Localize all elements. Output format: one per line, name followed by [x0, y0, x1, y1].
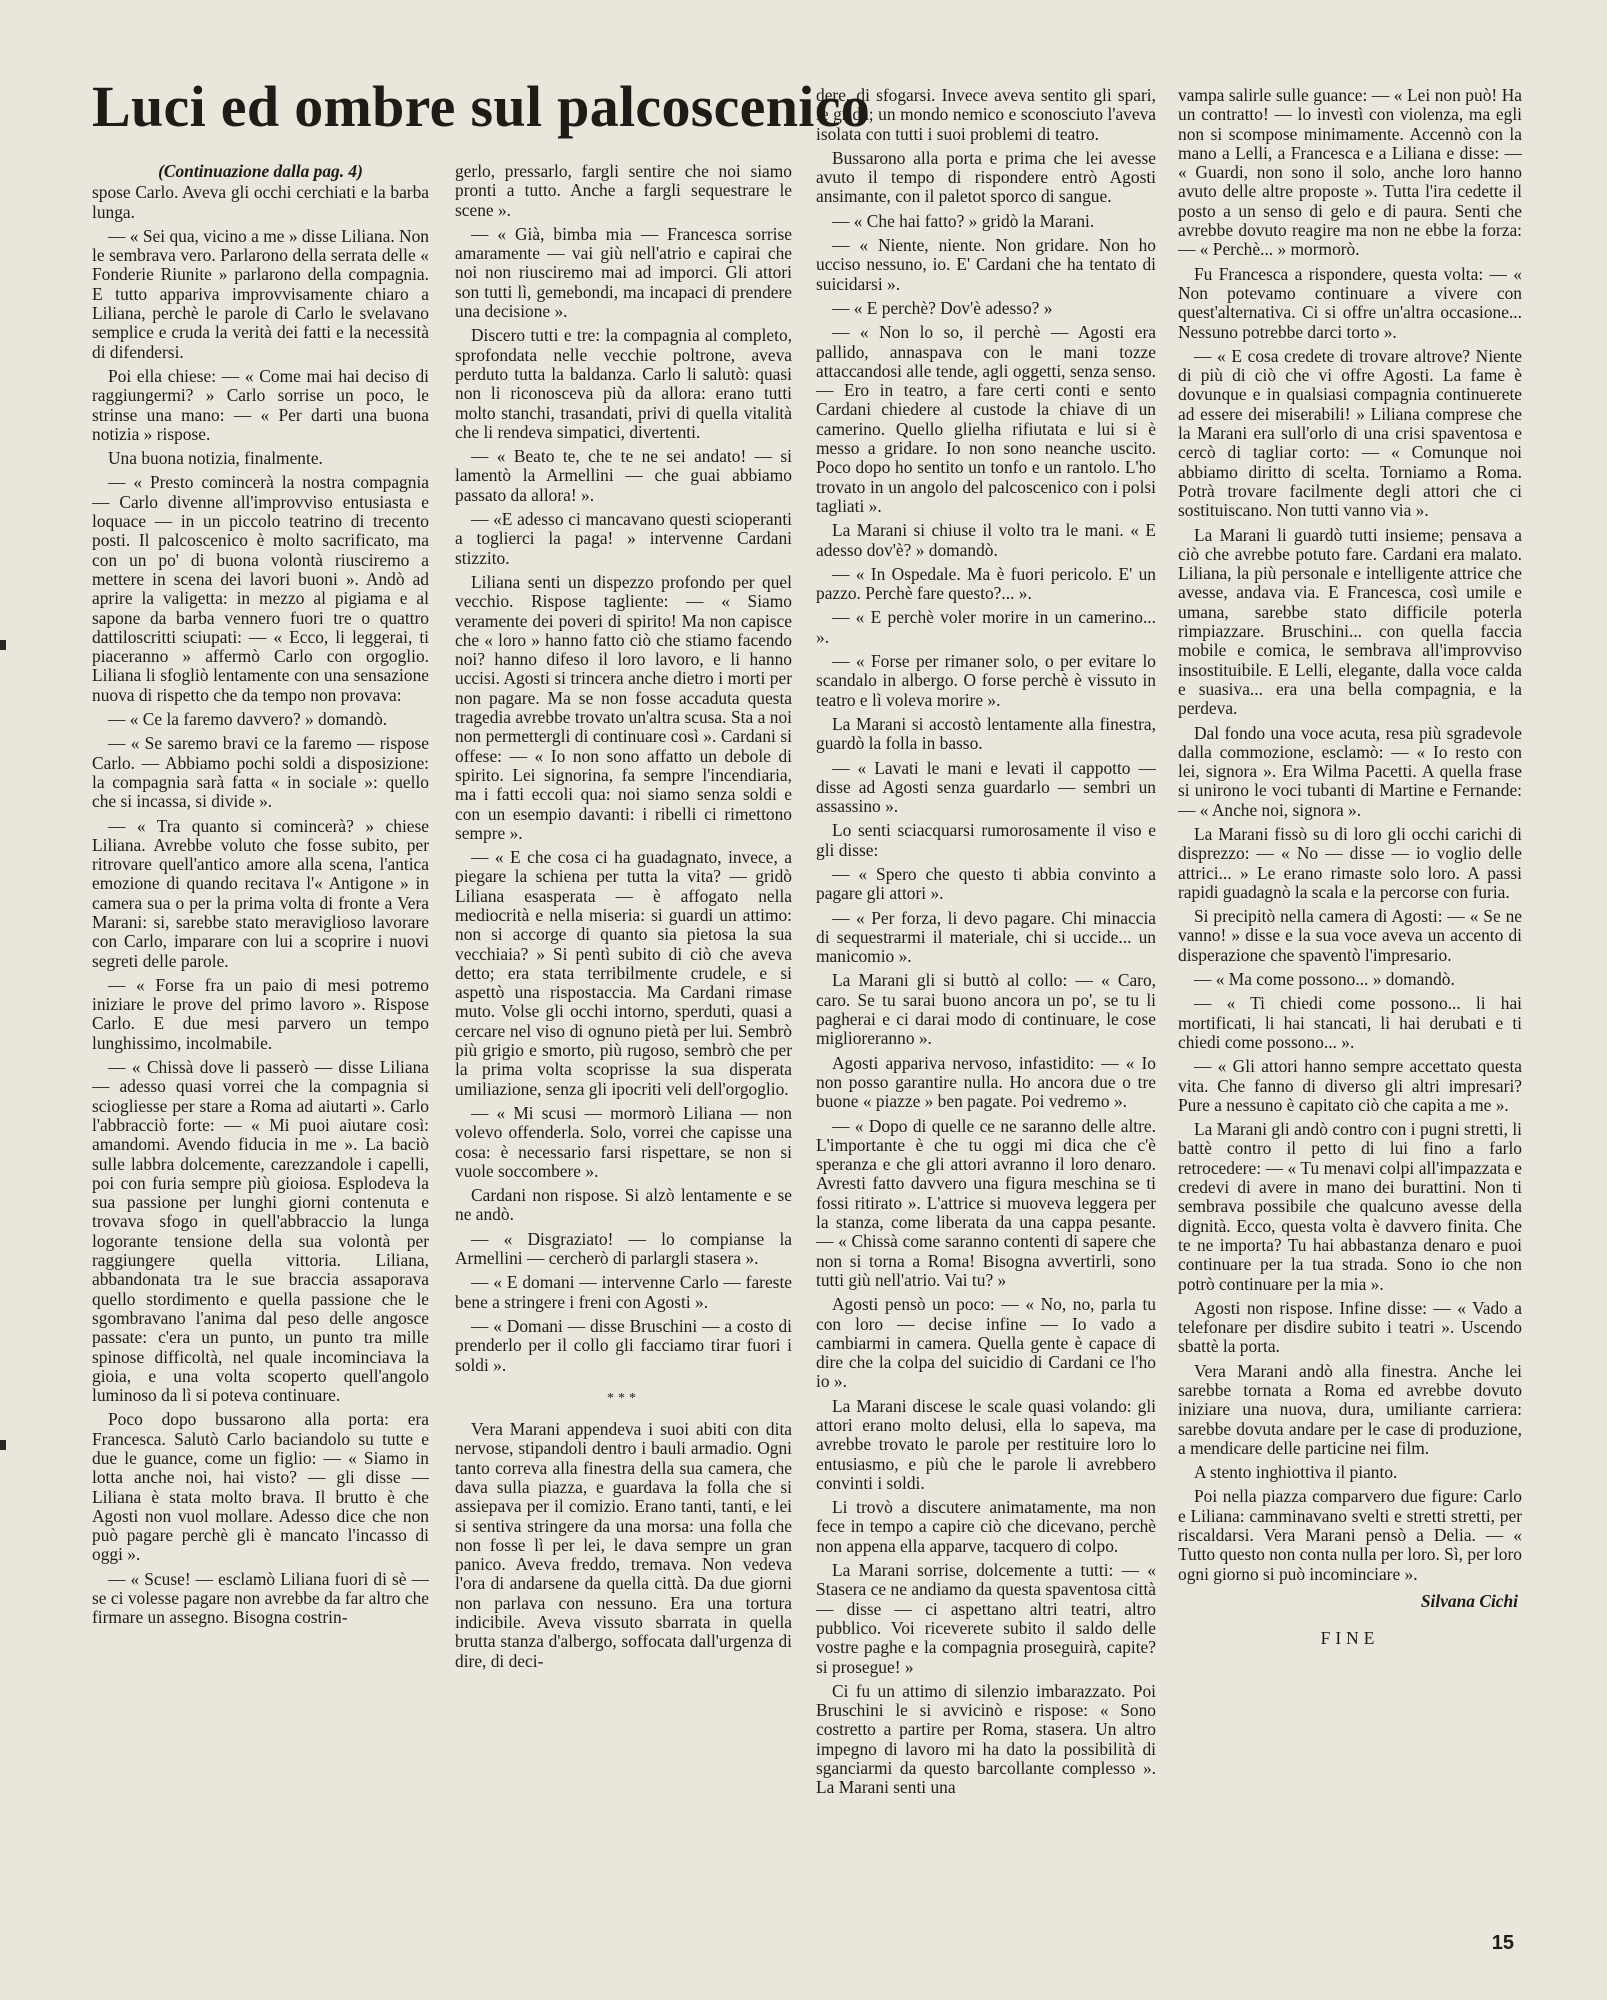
article-column-1 [92, 162, 429, 1952]
paragraph: — « Forse per rimaner solo, o per evitare lo scandalo in albergo. O forse perchè è vissuto in teatro e lì voleva morire ». [816, 651, 1156, 710]
paragraph: La Marani discese le scale quasi volando: gli attori erano molto delusi, ella lo sapeva, ma avrebbe trovato le parole per restituire loro lo entusiasmo, e più che le parole li avrebbero convinti i soldi. [816, 1395, 1156, 1493]
paragraph: — « Sei qua, vicino a me » disse Liliana. Non le sembrava vero. Parlarono della serrata delle « Fonderie Riunite » parlarono della compagnia. E tutto appariva improvvisamente chiaro a Liliana, perchè le parole di Carlo le svelavano semplice e cruda la verità dei fatti e la necessità di difendersi. [92, 225, 429, 362]
paragraph: Liliana senti un dispezzo profondo per quel vecchio. Rispose taglientе: — « Siamo veramente dei poveri di spirito! Ma non capisce che « loro » hanno fatto ciò che stiamo facendo noi? hanno difeso il loro lavoro, e li hanno uccisi. Agosti si trincera anche dietro i morti per non pagare. Ma se non fosse accaduta questa tragedia avrebbe trovato un'altra scusa. Sta a noi non permettergli di continuare così ». Cardani si offese: — « Io non sono affatto un debole di spirito. Lei signorina, fa sempre l'incendiaria, ma i fatti eccoli qua: noi siamo senza soldi e con un esempio davanti: i ribelli ci rimettono sempre ». [455, 571, 792, 843]
paragraph: vampa salirle sulle guance: — « Lei non può! Ha un contratto! — lo investì con violenza, ma egli non si scompose minimamente. Accennò con la mano a Lelli, a Francesca e a Liliana e disse: — « Guardi, non sono il solo, anche loro hanno avuto delle altre proposte ». Tutta l'ira cedette il posto a un senso di gelo e di paura. Senti che avrebbe dovuto reagire ma non ne ebbe la forza: — « Perchè... » mormorò. [1178, 86, 1522, 260]
paragraph: — « Per forza, li devo pagare. Chi minaccia di sequestrarmi il materiale, chi si uccide... un manicomio ». [816, 907, 1156, 967]
paragraph: — « Non lo so, il perchè — Agosti era pallido, annaspava con le mani tozze attaccandosi alle tende, agli oggetti, senza senso. — Ero in teatro, a fare certi conti e sento Cardani chiedere al custode la chiave di un camerino. Quello glielha rifiutata e lui si è messo a gridare. Io non sono neanche uscito. Poco dopo ho sentito un tonfo e un rantolo. L'ho trovato in un angolo del palcoscenico con i polsi tagliati ». [816, 322, 1156, 516]
section-separator: *** [607, 1390, 640, 1406]
page-number: 15 [1491, 1932, 1514, 1954]
paragraph: Dal fondo una voce acuta, resa più sgradevole dalla commozione, esclamò: — « Io resto con lei, signora ». Era Wilma Pacetti. A quella frase si unirono le voci tubanti di Martine e Fernande: — « Anche noi, signora ». [1178, 722, 1522, 820]
article-column-3 [816, 86, 1156, 1946]
paragraph: A stento inghiottiva il pianto. [1194, 1462, 1398, 1483]
paragraph: Discero tutti e tre: la compagnia al completo, sprofondata nelle vecchie poltrone, aveva perduto tutta la baldanza. Carlo li salutò: quasi non li riconosceva più da allora: erano tutti molto stanchi, trasandati, privi di quella vitalità che li rendeva simpatici, divertenti. [455, 325, 792, 442]
paragraph: La Marani si chiuse il volto tra le mani. « E adesso dov'è? » domandò. [816, 520, 1156, 560]
binding-mark [0, 1440, 6, 1450]
paragraph: — « Tra quanto si comincerà? » chiese Liliana. Avrebbe voluto che fosse subito, per ritrovare quell'antico amore alla scena, l'antica emozione di quando recitava l'« Antigone » in camera sua o per la prima volta di fronte a Vera Marani: si, sarebbe stato meraviglioso lavorare con Carlo, imparare con lui a scoprire i nuovi segreti delle parole. [92, 815, 429, 971]
paragraph: — « Dopo di quelle ce ne saranno delle altre. L'importante è che tu oggi mi dica che c'è speranza e che gli attori avranno il loro denaro. Avresti fatto davvero una figura meschina se ti fossi ritirato ». L'attrice si muoveva leggera per la stanza, come liberata da una cappa pesante. — « Chissà come saranno contenti di sapere che non si torna a Roma! Bisogna avvertirli, sono tutti giù nell'atrio. Vai tu? » [816, 1115, 1156, 1290]
paragraph: Lo senti sciacquarsi rumorosamente il viso e gli disse: [816, 820, 1156, 860]
paragraph: Ci fu un attimo di silenzio imbarazzato. Poi Bruschini le si avvicinò e rispose: « Sono costretto a partire per Roma, stasera. Un altro impegno di lavoro mi ha dato la possibilità di sganciarmi da questo barcollante complesso ». La Marani senti una [816, 1680, 1156, 1798]
article-column-4 [1178, 86, 1522, 1946]
paragraph: — « Che hai fatto? » gridò la Marani. [832, 210, 1095, 231]
paragraph: Si precipitò nella camera di Agosti: — « Se ne vanno! » disse e la sua voce aveva un accento di disperazione che spaventò l'impresario. [1178, 906, 1522, 965]
paragraph: — « E perchè? Dov'è adesso? » [832, 297, 1053, 318]
paragraph: — « Chissà dove li passerò — disse Liliana — adesso quasi vorrei che la compagnia si sciogliesse per stare a Roma ad aiutarti ». Carlo l'abbracciò forte: — « Mi puoi aiutare così: amandomi. Avendo fiducia in me ». La baciò sulle labbra dolcemente, carezzandole i capelli, poi con furia sempre più gioiosa. Esplodeva la sua passione per lunghi giorni contenuta e trovava sfogo in quell'abbraccio la lunga logorante tensione della sua volontà per raggiungere quella vittoria. Liliana, abbandonata tra le sue braccia assaporava quello stordimento e quella passione che le sgombravano l'anima dal peso delle angosce passate: c'era un punto, un punto tra mille spinose difficoltà, nel quale incominciava la gioia, e una volta scoperto quell'angolo luminoso da lì si poteva continuare. [92, 1057, 429, 1406]
paragraph: Fu Francesca a rispondere, questa volta: — « Non potevamo continuare a vivere con quest'alternativa. Ci si offre un'altra occasione... Nessuno potrebbe darci torto ». [1178, 263, 1522, 342]
paragraph: Poi ella chiese: — « Come mai hai deciso di raggiungermi? » Carlo sorrise un poco, le strinse una mano: — « Per darti una buona notizia » rispose. [92, 365, 429, 444]
paragraph: La Marani fissò su di loro gli occhi carichi di disprezzo: — « No — disse — io voglio delle attrici... » Le erano rimaste solo loro. A passi rapidi guadagnò la scala e la percorse con furia. [1178, 823, 1522, 902]
paragraph: — « Disgraziato! — lo compianse la Armellini — cercherò di parlargli stasera ». [455, 1228, 792, 1269]
continuation-note: (Continuazione dalla pag. 4) [158, 162, 363, 181]
paragraph: gerlo, pressarlo, fargli sentire che noi siamo pronti a tutto. Anche a fargli sequestrare le scene ». [455, 162, 792, 220]
end-label: FINE [1320, 1628, 1380, 1649]
paragraph: Agosti non rispose. Infine disse: — « Vado a telefonare per disdire subito i teatri ». Uscendo sbattè la porta. [1178, 1297, 1522, 1357]
paragraph: — « Ce la faremo davvero? » domandò. [108, 709, 388, 730]
paragraph: Bussarono alla porta e prima che lei avesse avuto il tempo di rispondere entrò Agosti ansimante, con il paletot sporco di sangue. [816, 147, 1156, 207]
paragraph: dere, di sfogarsi. Invece aveva sentito gli spari, le grida; un mondo nemico e sconosciuto l'aveva isolata con tutti i suoi problemi di teatro. [816, 86, 1156, 144]
paragraph: Li trovò a discutere animatamente, ma non fece in tempo a capire ciò che dicevano, perchè non appena ella apparve, tacquero di colpo. [816, 1497, 1156, 1556]
paragraph: — « Già, bimba mia — Francesca sorrise amaramente — vai giù nell'atrio e capirai che noi non riusciremo mai ad imporci. Gli attori son tutti lì, gemebondi, ma incapaci di prendere una decisione ». [455, 223, 792, 322]
paragraph: — « Spero che questo ti abbia convinto a pagare gli attori ». [816, 863, 1156, 904]
author-signature: Silvana Cichi [1420, 1590, 1518, 1611]
paragraph: — «E adesso ci mancavano questi scioperanti a toglierci la paga! » intervenne Cardani stizzito. [455, 509, 792, 568]
paragraph: — « E perchè voler morire in un camerino... ». [816, 607, 1156, 647]
paragraph: — « E domani — intervenne Carlo — fareste bene a stringere i freni con Agosti ». [455, 1272, 792, 1312]
paragraph: — « Presto comincerà la nostra compagnia — Carlo divenne all'improvviso entusiasta e loquace — in un piccolo teatrino di trecento posti. Il palcoscenico è molto sacrificato, ma con un po' di buona volontà riusciremo a mettere in scena dei lavori buoni ». Andò ad aprire la valigetta: in mezzo al pigiama e al sapone da barba vennero fuori tre o quattro dattiloscritti sciupati: — « Ecco, li leggerai, ti piaceranno » affermò Carlo con orgoglio. Liliana li sfogliò lentamente con una sensazione nuova di rispetto che da tempo non provava: [92, 472, 429, 705]
paragraph: — « Beato te, che te ne sei andato! — si lamentò la Armellini — che guai abbiamo passato da allora! ». [455, 446, 792, 505]
paragraph: Una buona notizia, finalmente. [108, 448, 323, 469]
paragraph: — « Ti chiedi come possono... li hai mortificati, li hai stancati, li hai derubati e ti chiedi come possono... ». [1178, 993, 1522, 1052]
paragraph: — « In Ospedale. Ma è fuori pericolo. E' un pazzo. Perchè fare questo?... ». [816, 563, 1156, 604]
paragraph: La Marani gli andò contro con i pugni stretti, li battè contro il petto di lui fino a farlo retrocedere: — « Tu menavi colpi all'impazzata e credevi di avere in mano dei burattini. Non ti sembrava possibile che qualcuno avesse della dignità. Ecco, questa volta è davvero finita. Che te ne importa? Tu hai abbastanza denaro e puoi continuare per la tua strada. Sono io che non potrò continuare per la mia ». [1178, 1119, 1522, 1294]
paragraph: La Marani sorrise, dolcemente a tutti: — « Stasera ce ne andiamo da questa spaventosa città — disse — ci aspettano altri teatri, altro pubblico. Voi riceverete subito il saldo delle vostre paghe e la compagnia proseguirà, capite? si prosegue! » [816, 1560, 1156, 1677]
paragraph: La Marani si accostò lentamente alla finestra, guardò la folla in basso. [816, 713, 1156, 754]
paragraph: Poi nella piazza comparvero due figure: Carlo e Liliana: camminavano svelti e stretti stretti, per riscaldarsi. Vera Marani pensò a Delia. — « Tutto questo non conta nulla per loro. Sì, per loro ogni giorno si può incominciare ». [1178, 1486, 1522, 1584]
paragraph: — « Ma come possono... » domandò. [1194, 969, 1455, 990]
paragraph: — « Niente, niente. Non gridare. Non ho ucciso nessuno, io. E' Cardani che ha tentato di suicidarsi ». [816, 235, 1156, 294]
article-column-2 [455, 162, 792, 1952]
paragraph: Vera Marani andò alla finestra. Anche lei sarebbe tornata a Roma ed avrebbe dovuto iniziare una nuova, dura, umiliante carriera: sarebbe dovuta andare per le case di produzione, a mendicare delle particine nei film. [1178, 1360, 1522, 1458]
paragraph: — « E che cosa ci ha guadagnato, invece, a piegare la schiena per tutta la vita? — gridò Liliana esasperata — è affogato nella mediocrità e nella miseria: si guardi un attimo: non si accorge di quanto sia pietosa la sua vecchiaia? » Si pentì subito di ciò che aveva detto; era stata terribilmente crudele, e si aspettò una rispostaccia. Ma Cardani rimase muto. Volse gli occhi intorno, sperduti, quasi a cercare nel viso di ognuno pietà per lui. Sembrò più grigio e smorto, più rugoso, sembrò che per la prima volta scoprisse la sua disperata umiliazione, senza gli ipocriti veli dell'orgoglio. [455, 847, 792, 1099]
paragraph: spose Carlo. Aveva gli occhi cerchiati e la barba lunga. [92, 182, 429, 222]
paragraph: — « Forse fra un paio di mesi potremo iniziare le prove del primo lavoro ». Rispose Carlo. E due mesi parvero un tempo lunghissimo, incolmabile. [92, 974, 429, 1053]
paragraph: La Marani li guardò tutti insieme; pensava a ciò che avrebbe potuto fare. Cardani era malato. Liliana, la più personale e intelligente attrice che avesse, andava via. E Francesca, così umile e umana, sarebbe stato difficile poterla rimpiazzare. Bruschini... con quella faccia mobile e comica, le sembrava all'improvviso insostituibile. E Lelli, elegante, dalla voce calda e suasiva... era una bella compagnia, e la perdeva. [1178, 524, 1522, 719]
binding-mark [0, 640, 6, 650]
article-title: Luci ed ombre sul palcoscenico [92, 74, 871, 139]
paragraph: Agosti appariva nervoso, infastidito: — « Io non posso garantire nulla. Ho ancora due o tre buone « piazze » ben pagate. Poi vedremo ». [816, 1052, 1156, 1112]
paragraph: — « Mi scusi — mormorò Liliana — non volevo offenderla. Solo, vorrei che capisse una cosa: è necessario farsi rispettare, se non si vuole soccombere ». [455, 1102, 792, 1181]
paragraph: — « Gli attori hanno sempre accettato questa vita. Che fanno di diverso gli altri impresari? Pure a nessuno è capitato ciò che capita a me ». [1178, 1056, 1522, 1115]
paragraph: Cardani non rispose. Si alzò lentamente e se ne andò. [455, 1185, 792, 1225]
paragraph: Poco dopo bussarono alla porta: era Francesca. Salutò Carlo baciandolo su tutte e due le guance, come un figlio: — « Siamo in lotta anche noi, hai visto? — gli disse — Liliana è stata molto brava. Il brutto è che Agosti non vuol mollare. Adesso dice che non può pagare perchè gli è mancato l'incasso di oggi ». [92, 1409, 429, 1565]
paragraph: — « Se saremo bravi ce la faremo — rispose Carlo. — Abbiamo pochi soldi a disposizione: la compagnia sarà fatta « in sociale »: quello che si incassa, si divide ». [92, 733, 429, 812]
paragraph: Vera Marani appendeva i suoi abiti con dita nervose, stipandoli dentro i bauli armadio. Ogni tanto correva alla finestra della sua camera, che dava sulla piazza, e guardava la folla che si assiepava per il comizio. Erano tanti, tanti, e lei si sentiva stringere da una morsa: una folla che non fosse lì per lei, le dava sempre un gran panico. Aveva freddo, tremava. Non vedeva l'ora di andarsene da quella città. Da due giorni non parlava con nessuno. Era una tortura indicibile. Aveva vissuto sbarrata in quella brutta stanza d'albergo, soffocata dall'urgenza di dire, di deci- [455, 1419, 792, 1671]
paragraph: — « Lavati le mani e levati il cappotto — disse ad Agosti senza guardarlo — sembri un assassino ». [816, 757, 1156, 817]
paragraph: — « Domani — disse Bruschini — a costo di prenderlo per il collo gli facciamo tirar fuori i soldi ». [455, 1315, 792, 1375]
paragraph: La Marani gli si buttò al collo: — « Caro, caro. Se tu sarai buono ancora un po', se tu li pagherai e ci darai modo di continuare, le cose miglioreranno ». [816, 970, 1156, 1049]
paragraph: — « Scuse! — esclamò Liliana fuori di sè — se ci volesse pagare non avrebbe da far altro che firmare un assegno. Bisogna costrin- [92, 1568, 429, 1628]
paragraph: — « E cosa credete di trovare altrove? Niente di più di ciò che vi offre Agosti. La fame è dovunque e in qualsiasi compagnia continuerete ad essere dei miserabili! » Liliana comprese che la Marani era sull'orlo di una crisi spaventosa e cercò di tagliar corto: — « Comunque noi abbiamo diritto di scelta. Torniamo a Roma. Potrà trovare facilmente degli attori che ci sostituiscano. Non tutti vanno via ». [1178, 345, 1522, 521]
paragraph: Agosti pensò un poco: — « No, no, parla tu con loro — decise infine — Io vado a cambiarmi in camera. Quella gente è capace di dire che la colpa del suicidio di Cardani ce l'ho io ». [816, 1294, 1156, 1392]
